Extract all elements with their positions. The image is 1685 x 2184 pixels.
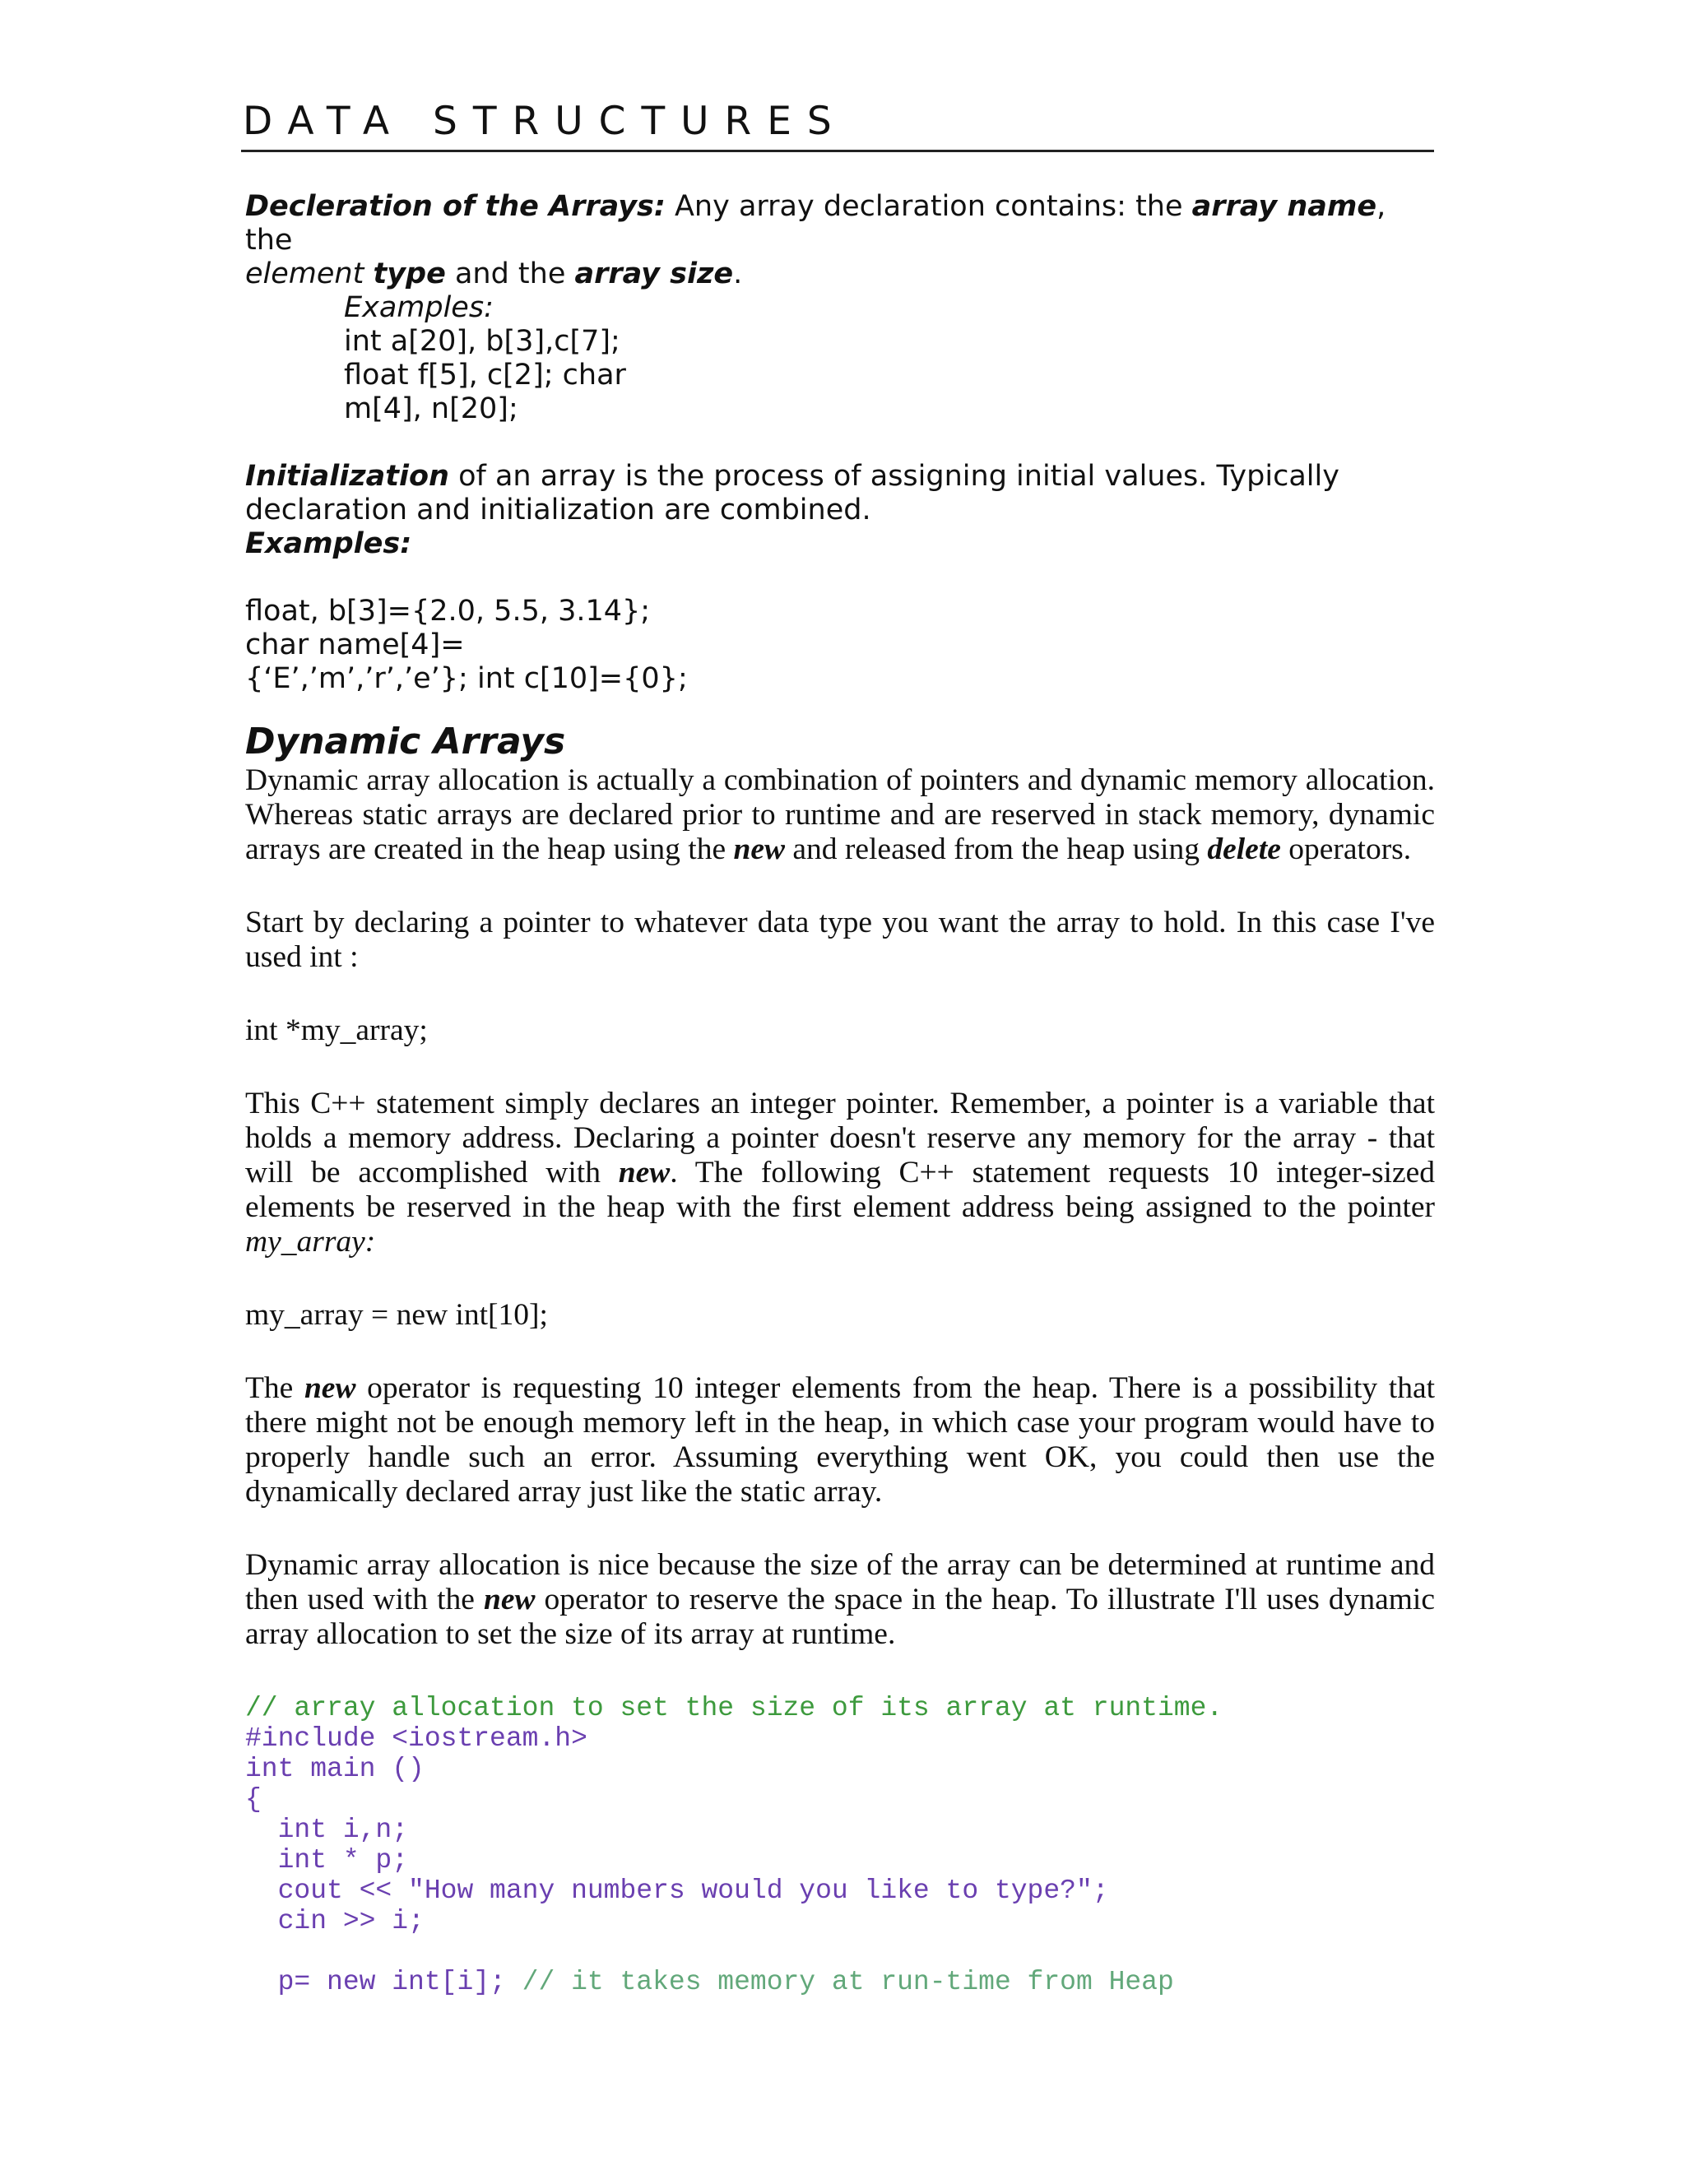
declaration-example-line: int a[20], b[3],c[7]; <box>344 325 620 358</box>
code-brace-line: { <box>245 1784 262 1815</box>
declaration-paragraph: Decleration of the Arrays: Any array declaration contains: the array name, the element type and the array size. <box>245 190 1386 290</box>
dynamic-paragraph-1: Dynamic array allocation is actually a combination of pointers and dynamic memory allocation. Whereas static arrays are declared prior to runtime and are reserved in stack memory, dynamic arrays are created in the heap using the new and released from the heap using delete operators. <box>245 763 1435 866</box>
document-page <box>245 0 1435 1997</box>
declaration-examples-label: Examples: <box>344 291 494 324</box>
initialization-example-line: float, b[3]={2.0, 5.5, 3.14}; <box>245 595 651 628</box>
code-include-line: #include <iostream.h> <box>245 1723 587 1754</box>
code-comment-line: // array allocation to set the size of its array at runtime. <box>245 1693 1223 1723</box>
initialization-paragraph: Initialization of an array is the process of assigning initial values. Typically declaration and initialization are combined. Examples: <box>245 460 1339 560</box>
code-inline-new-statement: my_array = new int[10]; <box>245 1298 548 1332</box>
code-line: int * p; <box>245 1845 409 1876</box>
dynamic-paragraph-4: The new operator is requesting 10 integer elements from the heap. There is a possibility that there might not be enough memory left in the heap, in which case your program would have to properly handle such an error. Assuming everything went OK, you could then use the dynamically declared array just like the static array. <box>245 1371 1436 1509</box>
dynamic-paragraph-3: This C++ statement simply declares an integer pointer. Remember, a pointer is a variable that holds a memory address. Declaring a pointer doesn't reserve any memory for the array - that will be accomplished with new. The following C++ statement requests 10 integer-sized elements be reserved in the heap with the first element address being assigned to the pointer my_array: <box>245 1087 1436 1259</box>
initialization-examples <box>245 595 1435 696</box>
code-line: cin >> i; <box>245 1906 425 1936</box>
code-main-line: int main () <box>245 1754 425 1784</box>
section-title-dynamic-arrays: Dynamic Arrays <box>245 721 566 763</box>
initialization-example-line: {‘E’,’m’,’r’,’e’}; int c[10]={0}; <box>245 662 688 695</box>
initialization-examples-label: Examples: <box>245 527 412 560</box>
declaration-example-line: float f[5], c[2]; char <box>344 359 626 392</box>
page-header-title: DATA STRUCTURES <box>241 97 1434 152</box>
declaration-examples <box>245 291 1435 426</box>
code-line: int i,n; <box>245 1815 409 1845</box>
code-line-new-alloc: p= new int[i]; // it takes memory at run-time from Heap <box>245 1967 1174 1997</box>
code-inline-pointer-declaration: int *my_array; <box>245 1013 428 1047</box>
initialization-heading: Initialization <box>245 460 449 493</box>
dynamic-paragraph-5: Dynamic array allocation is nice because the size of the array can be determined at runtime and then used with the new operator to reserve the space in the heap. To illustrate I'll uses dynamic array allocation to set the size of its array at runtime. <box>245 1548 1435 1651</box>
code-line: cout << "How many numbers would you like to type?"; <box>245 1876 1109 1906</box>
initialization-example-line: char name[4]= <box>245 628 465 661</box>
dynamic-paragraph-2: Start by declaring a pointer to whatever data type you want the array to hold. In this case I've used int : <box>245 906 1435 974</box>
code-blank-line <box>245 1936 1435 1967</box>
code-listing <box>245 1693 1435 1997</box>
declaration-heading: Decleration of the Arrays: <box>245 190 666 223</box>
declaration-example-line: m[4], n[20]; <box>344 392 518 425</box>
